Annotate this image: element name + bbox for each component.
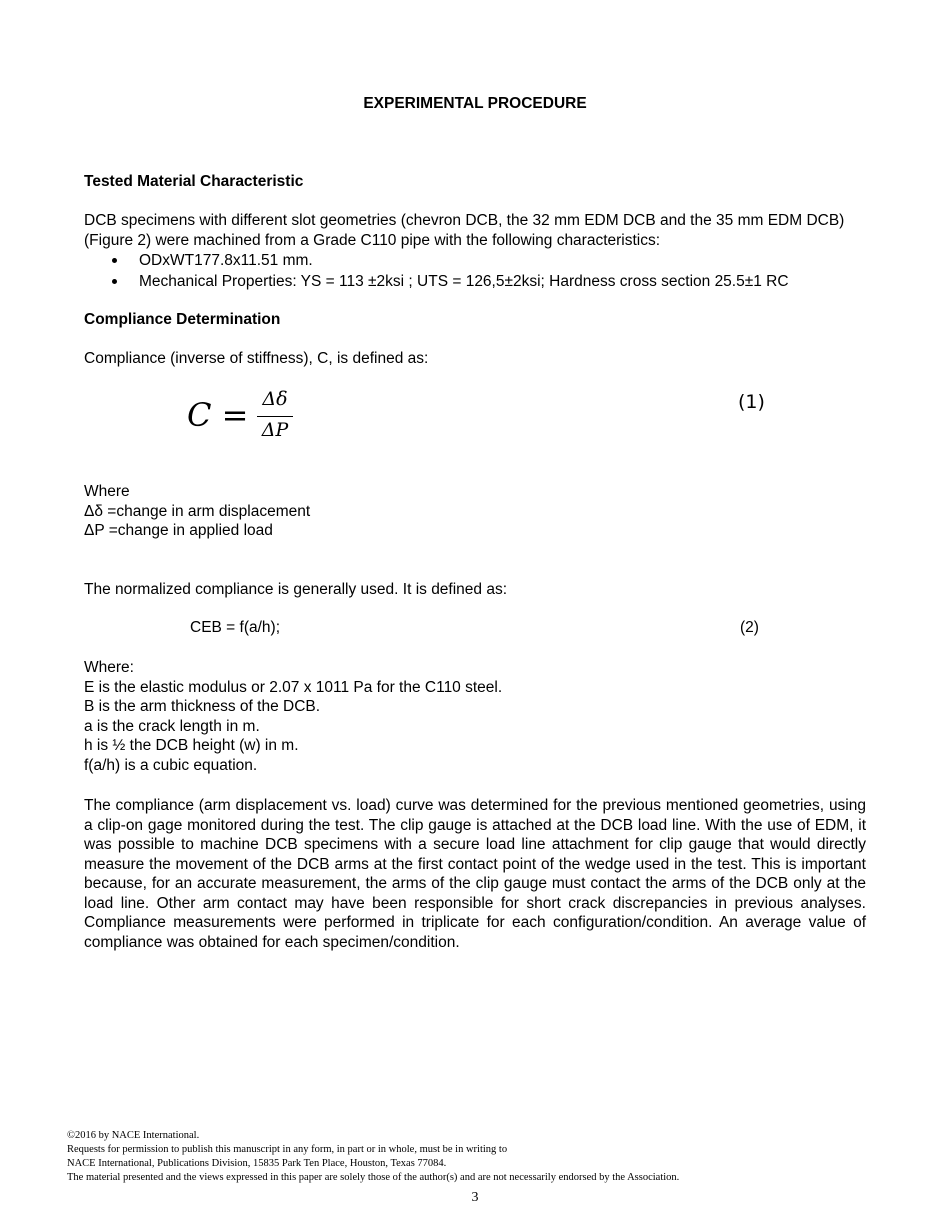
compliance-paragraph: The compliance (arm displacement vs. load) curve was determined for the previous mentioned geometries, using a clip-on gage monitored during the test. The clip gauge is attached at the DCB load line. With the use of EDM, it was possible to machine DCB specimens with a secure load line attachment for clip gauge that would directly measure the movement of the DCB arms at the first contact point of the wedge used in the test. This is important because, for an accurate measurement, the arms of the clip gauge must contact the arms of the DCB only at the load line. Other arm contact may have been responsible for short crack discrepancies in previous analyses. Compliance measurements were performed in triplicate for each configuration/condition. An average value of compliance was obtained for each specimen/condition. — [84, 797, 866, 951]
bullet-mechanical-properties: Mechanical Properties: YS = 113 ±2ksi ; UTS = 126,5±2ksi; Hardness cross section 25.5±1 RC — [112, 271, 789, 292]
where-line: Δδ =change in arm displacement — [84, 502, 311, 520]
where-line: h is ½ the DCB height (w) in m. — [84, 737, 299, 754]
footer-line: NACE International, Publications Division, 15835 Park Ten Place, Houston, Texas 77084. — [67, 1158, 447, 1169]
where-block-1 — [84, 482, 866, 541]
footer-line: The material presented and the views expressed in this paper are solely those of the author(s) and are not necessarily endorsed by the Association. — [67, 1172, 680, 1183]
material-bullet-list — [112, 250, 789, 292]
equation-1-fraction — [257, 388, 293, 441]
where-line: Where — [84, 483, 130, 500]
section-heading-tested-material: Tested Material Characteristic — [84, 173, 304, 190]
equation-1-numerator: Δδ — [262, 388, 288, 410]
footer-line: ©2016 by NACE International. — [67, 1130, 200, 1141]
equation-2: CEB = f(a/h); — [190, 619, 281, 636]
where-line: Where: — [84, 659, 134, 676]
where-block-2 — [84, 658, 866, 775]
bullet-dimensions: ODxWT177.8x11.51 mm. — [112, 250, 789, 271]
page-title: EXPERIMENTAL PROCEDURE — [363, 95, 587, 112]
where-line: a is the crack length in m. — [84, 717, 260, 735]
fraction-bar — [257, 416, 293, 417]
copyright-footer — [67, 1129, 679, 1185]
equation-1-lhs: C = — [187, 396, 249, 434]
equation-1-number: (1) — [738, 391, 765, 413]
where-line: f(a/h) is a cubic equation. — [84, 756, 258, 774]
footer-line: Requests for permission to publish this manuscript in any form, in part or in whole, must be in writing to — [67, 1144, 508, 1155]
where-line: E is the elastic modulus or 2.07 x 1011 Pa for the C110 steel. — [84, 678, 503, 696]
normalized-intro: The normalized compliance is generally used. It is defined as: — [84, 581, 508, 598]
where-line: ΔP =change in applied load — [84, 522, 273, 539]
equation-2-number: (2) — [740, 619, 759, 636]
material-intro: DCB specimens with different slot geometries (chevron DCB, the 32 mm EDM DCB and the 35 mm EDM DCB) (Figure 2) were machined from a Grade C110 pipe with the following characteristics: — [84, 212, 845, 249]
where-line: B is the arm thickness of the DCB. — [84, 698, 321, 715]
equation-1 — [187, 388, 307, 458]
section-heading-compliance: Compliance Determination — [84, 311, 281, 328]
equation-1-denominator: ΔP — [261, 419, 289, 441]
page-number: 3 — [471, 1190, 479, 1205]
compliance-intro: Compliance (inverse of stiffness), C, is defined as: — [84, 350, 429, 367]
